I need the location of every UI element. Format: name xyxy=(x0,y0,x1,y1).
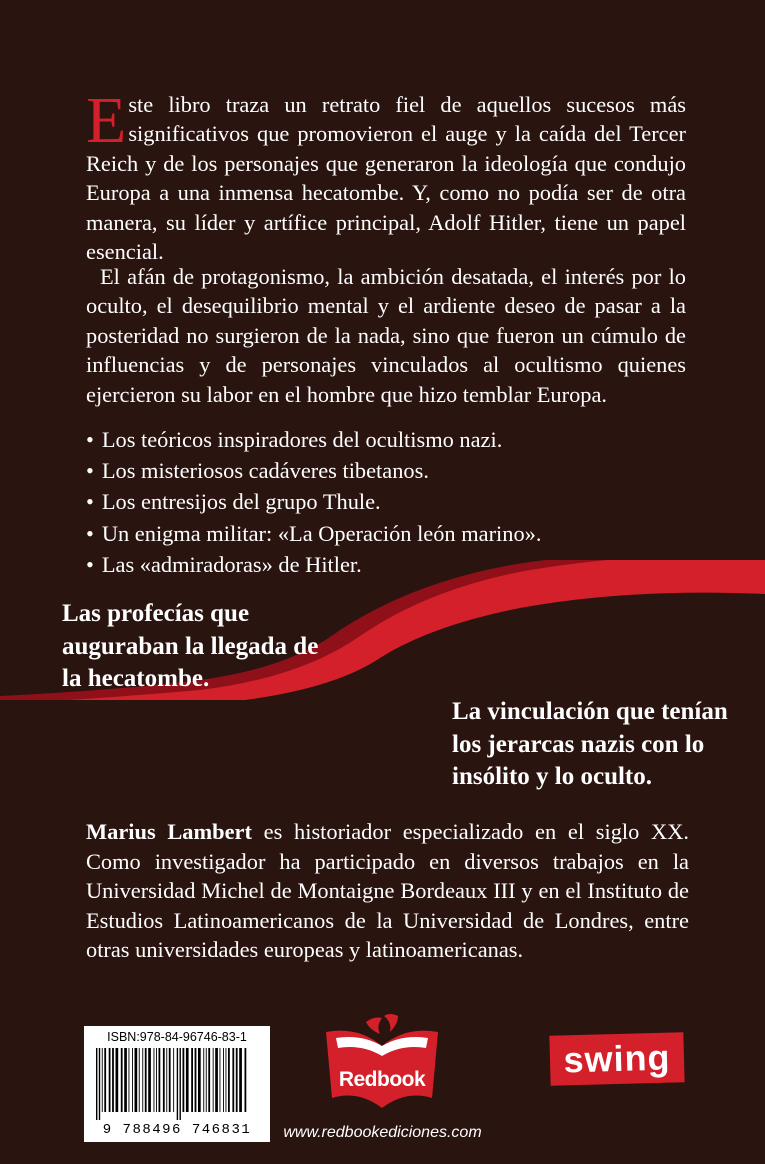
list-item: • Los entresijos del grupo Thule. xyxy=(86,486,686,517)
barcode-bar xyxy=(166,1048,167,1112)
barcode-bar xyxy=(173,1048,174,1112)
isbn-label: ISBN:978-84-96746-83-1 xyxy=(107,1030,247,1044)
barcode-bar xyxy=(177,1048,178,1120)
barcode-bar xyxy=(99,1048,100,1120)
swing-imprint-logo xyxy=(549,1032,684,1085)
barcode-bar xyxy=(163,1048,165,1112)
barcode-bar xyxy=(132,1048,133,1112)
barcode-bar xyxy=(109,1048,111,1112)
author-bio xyxy=(86,817,689,965)
barcode-bar xyxy=(169,1048,171,1112)
barcode-bar xyxy=(135,1048,138,1112)
barcode-bar xyxy=(245,1048,247,1112)
barcode-digits: 9 788496 746831 xyxy=(102,1122,252,1138)
barcode-bar xyxy=(159,1048,161,1112)
list-item: • Las «admiradoras» de Hitler. xyxy=(86,549,686,580)
barcode-bar xyxy=(226,1048,227,1112)
barcode-bar xyxy=(208,1048,210,1112)
barcode-bar xyxy=(236,1048,238,1112)
barcode-bar xyxy=(156,1048,157,1112)
barcode-bar xyxy=(116,1048,119,1112)
barcode-bar xyxy=(104,1048,106,1112)
barcode-bar xyxy=(121,1048,123,1112)
barcode-bar xyxy=(195,1048,197,1112)
barcode-bar xyxy=(148,1048,151,1112)
list-item: • Un enigma militar: «La Operación león marino». xyxy=(86,518,686,549)
barcode-bar xyxy=(203,1048,204,1112)
barcode-bar xyxy=(239,1048,242,1112)
barcode-bar xyxy=(102,1048,103,1112)
barcode-bar xyxy=(139,1048,140,1112)
barcode-bar xyxy=(142,1048,143,1112)
barcode-bar xyxy=(228,1048,230,1112)
list-item: • Los teóricos inspiradores del ocultismo nazi. xyxy=(86,424,686,455)
barcode-bar xyxy=(206,1048,207,1112)
publisher-url[interactable]: www.redbookediciones.com xyxy=(283,1124,482,1141)
barcode-bar xyxy=(180,1048,181,1120)
quote-right: La vinculación que tenían los jerarcas nazis con lo insólito y lo oculto. xyxy=(452,698,728,790)
blurb-paragraph-1 xyxy=(86,84,686,266)
barcode-bar xyxy=(215,1048,218,1112)
author-name: Marius Lambert xyxy=(86,819,252,844)
barcode-bar xyxy=(129,1048,130,1112)
barcode-bar xyxy=(183,1048,185,1112)
blurb-paragraph-1-text: ste libro traza un retrato fiel de aquellos sucesos más significativos que promovieron el auge y la caída del Tercer Reich y de los personajes que generaron la ideología que condujo Europa a una inmensa hecatombe. Y, como no podía ser de otra manera, su líder y artífice principal, Adolf Hitler, tiene un papel esencial. xyxy=(86,92,686,265)
barcode-bar xyxy=(213,1048,214,1112)
barcode-bar xyxy=(186,1048,189,1112)
barcode-bar xyxy=(198,1048,201,1112)
list-item: • Los misteriosos cadáveres tibetanos. xyxy=(86,455,686,486)
barcode-bar xyxy=(124,1048,127,1112)
barcode-bar xyxy=(96,1048,97,1120)
blurb-paragraph-2: El afán de protagonismo, la ambición desatada, el interés por lo oculto, el desequilibrio mental y el ardiente deseo de pasar a la posteridad no surgieron de la nada, sino que fueron un cúmulo de influencias y de personajes vinculados al ocultismo quienes ejercieron su labor en el hombre que hizo temblar Europa. xyxy=(86,264,686,407)
topic-list xyxy=(86,424,686,580)
barcode-bar xyxy=(223,1048,224,1112)
barcode-bar xyxy=(145,1048,147,1112)
swing-logo-text: swing xyxy=(562,1036,672,1081)
redbook-logo-text: Redbook xyxy=(338,1068,426,1091)
barcode-bars xyxy=(94,1048,260,1120)
author-bio-text: es historiador especializado en el siglo XX. Como investigador ha participado en diversos trabajos en la Universidad Michel de Montaigne Bordeaux III y en el Instituto de Estudios Latinoamericanos de la Universidad de Londres, entre otras universidades europeas y latinoamericanas. xyxy=(86,819,689,962)
barcode-bar xyxy=(191,1048,193,1112)
redbook-logo-icon xyxy=(318,1008,446,1120)
barcode-bar xyxy=(154,1048,155,1112)
barcode-bar xyxy=(112,1048,114,1112)
drop-cap: E xyxy=(86,84,127,157)
barcode-bar xyxy=(220,1048,221,1112)
barcode-bar xyxy=(232,1048,234,1112)
quote-left: Las profecías que auguraban la llegada de la hecatombe. xyxy=(62,600,319,692)
